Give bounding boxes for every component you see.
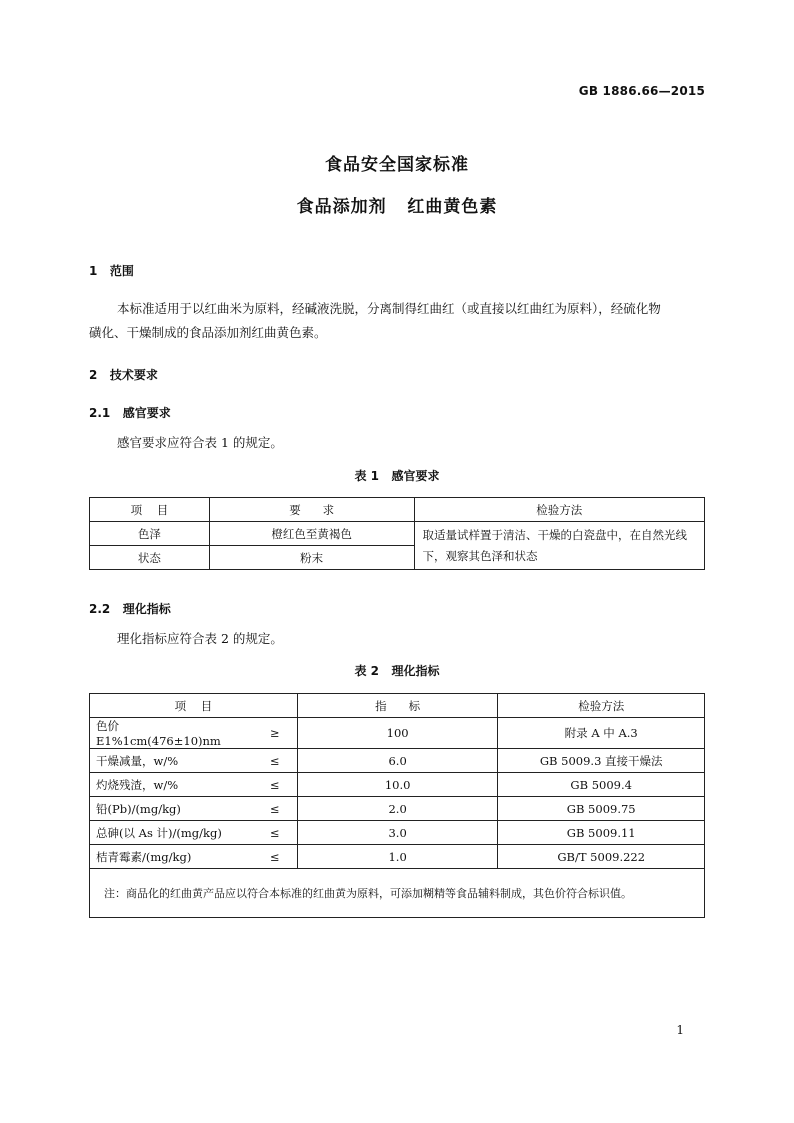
section-1-text-line1: 本标准适用于以红曲米为原料，经碱液洗脱，分离制得红曲红（或直接以红曲红为原料），经硫化物: [117, 301, 661, 316]
table-2-cell-symbol: ≤: [252, 773, 297, 797]
table-2-cell-symbol: ≤: [252, 845, 297, 869]
table-2-cell-method: GB 5009.75: [498, 797, 705, 821]
table-2-header-item: 项 目: [90, 694, 298, 718]
section-1-text-line2: 磺化、干燥制成的食品添加剂红曲黄色素。: [89, 325, 327, 340]
table-2-cell-value: 100: [297, 718, 498, 749]
table-row: [90, 749, 705, 773]
table-2-header-method: 检验方法: [498, 694, 705, 718]
table-row: [90, 797, 705, 821]
table-1-header-item: 项 目: [90, 498, 210, 522]
section-2-1-text: 感官要求应符合表 1 的规定。: [117, 435, 283, 450]
section-1-text: [117, 297, 717, 321]
table-row: [90, 718, 705, 749]
table-2-cell-item: 干燥减量，w/%: [90, 749, 253, 773]
table-2-caption: 表 2 理化指标: [354, 664, 440, 678]
section-2-2-heading: 2.2 理化指标: [89, 602, 171, 616]
table-1-header-req: 要 求: [209, 498, 414, 522]
standard-number: GB 1886.66—2015: [578, 84, 705, 98]
table-2-cell-value: 3.0: [297, 821, 498, 845]
section-1-heading: 1 范围: [89, 264, 134, 278]
table-1-cell-item: 色泽: [90, 522, 210, 546]
table-row: [90, 522, 705, 546]
table-1-cell-item: 状态: [90, 546, 210, 570]
table-row: [90, 821, 705, 845]
table-1-cell-req: 橙红色至黄褐色: [209, 522, 414, 546]
table-2-cell-item: 铅(Pb)/(mg/kg): [90, 797, 253, 821]
table-1-cell-method: 取适量试样置于清洁、干燥的白瓷盘中，在自然光线下，观察其色泽和状态: [414, 522, 704, 570]
section-2-heading: 2 技术要求: [89, 368, 158, 382]
table-1-cell-req: 粉末: [209, 546, 414, 570]
table-2-cell-item: 总砷(以 As 计)/(mg/kg): [90, 821, 253, 845]
table-2: [89, 693, 705, 918]
table-2-cell-value: 1.0: [297, 845, 498, 869]
table-2-cell-symbol: ≤: [252, 749, 297, 773]
table-2-cell-method: GB/T 5009.222: [498, 845, 705, 869]
table-2-cell-method: 附录 A 中 A.3: [498, 718, 705, 749]
page-number: 1: [676, 1023, 684, 1037]
table-2-header-row: [90, 694, 705, 718]
table-2-cell-value: 6.0: [297, 749, 498, 773]
table-1-header-method: 检验方法: [414, 498, 704, 522]
table-2-cell-symbol: ≤: [252, 797, 297, 821]
table-2-cell-value: 10.0: [297, 773, 498, 797]
section-2-1-heading: 2.1 感官要求: [89, 406, 171, 420]
table-2-note: 注：商品化的红曲黄产品应以符合本标准的红曲黄为原料，可添加糊精等食品辅料制成，其色价符合标识值。: [90, 869, 705, 918]
table-2-cell-method: GB 5009.4: [498, 773, 705, 797]
table-1: [89, 497, 705, 570]
table-2-cell-symbol: ≤: [252, 821, 297, 845]
table-row: [90, 773, 705, 797]
table-2-cell-method: GB 5009.11: [498, 821, 705, 845]
table-2-cell-item: 灼烧残渣，w/%: [90, 773, 253, 797]
table-row: [90, 845, 705, 869]
table-2-cell-symbol: ≥: [252, 718, 297, 749]
document-title: 食品安全国家标准: [325, 155, 469, 175]
table-2-cell-method: GB 5009.3 直接干燥法: [498, 749, 705, 773]
section-2-2-text: 理化指标应符合表 2 的规定。: [117, 631, 283, 646]
document-subtitle: 食品添加剂 红曲黄色素: [296, 197, 498, 217]
table-1-caption: 表 1 感官要求: [354, 469, 440, 483]
table-2-note-row: [90, 869, 705, 918]
table-1-header-row: [90, 498, 705, 522]
table-2-cell-value: 2.0: [297, 797, 498, 821]
table-2-cell-item: 桔青霉素/(mg/kg): [90, 845, 253, 869]
table-2-header-value: 指 标: [297, 694, 498, 718]
table-2-cell-item: 色价 E1%1cm(476±10)nm: [90, 718, 253, 749]
